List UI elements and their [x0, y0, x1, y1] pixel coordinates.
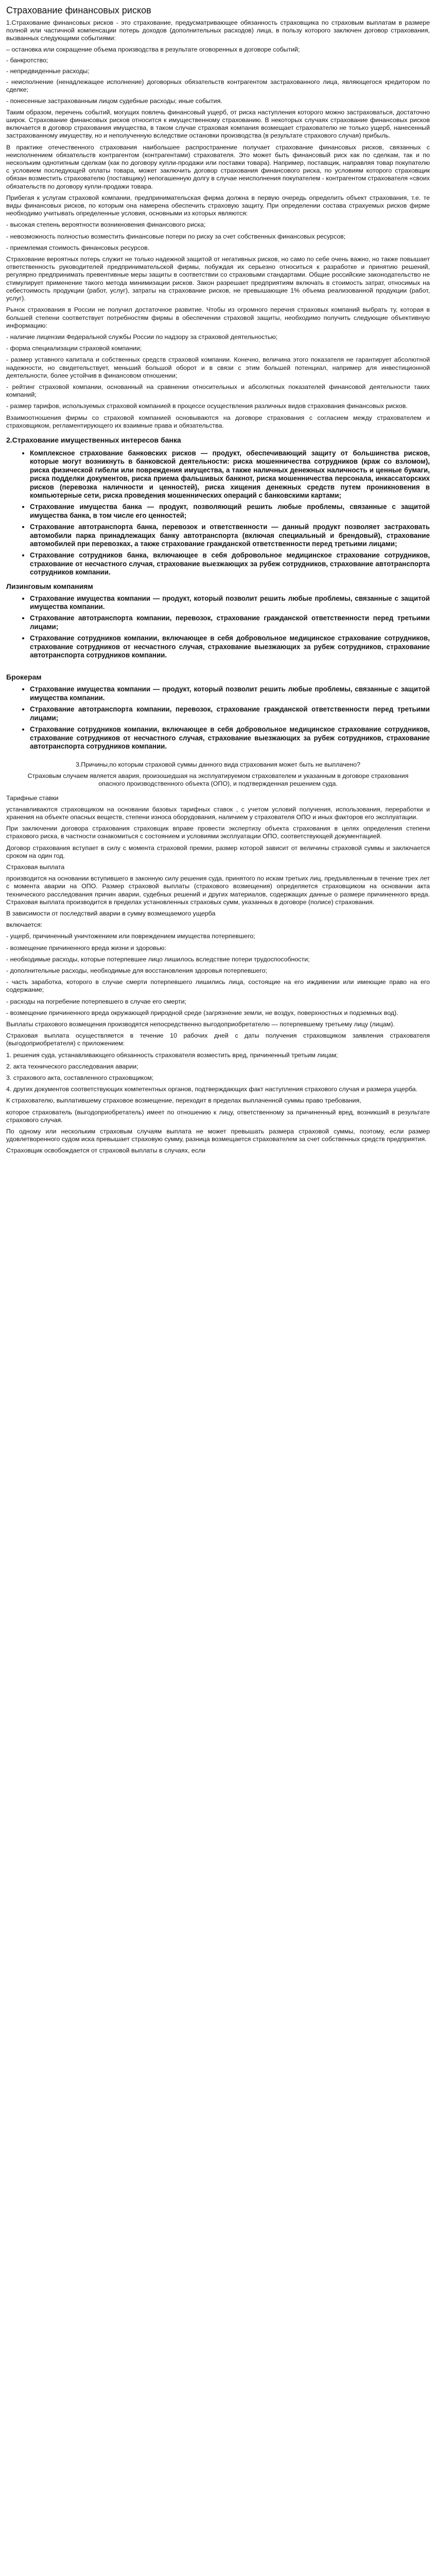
paragraph: - возмещение причиненного вреда окружающей природной среде (загрязнение земли, не воздух, поверхностных и подземных вод).	[6, 1009, 398, 1016]
paragraph: которое страхователь (выгодоприобретатель) имеет по отношению к лицу, ответственному за причиненный вред, возникший в результате страхового случая.	[6, 1108, 430, 1124]
paragraph: - необходимые расходы, которые потерпевшее лицо лишилось вследствие потери трудоспособности;	[6, 955, 310, 963]
section-2-heading: 2.Страхование имущественных интересов банка	[6, 435, 181, 444]
paragraph: - ущерб, причиненный уничтожением или повреждением имущества потерпевшего;	[6, 933, 255, 940]
paragraph: К страхователю, выплатившему страховое возмещение, переходит в пределах выплаченной суммы право требования,	[6, 1097, 361, 1105]
section-3-question	[27, 761, 409, 788]
spacer	[6, 663, 430, 668]
paragraph: - форма специализации страховой компании;	[6, 345, 142, 352]
intro-item: - неисполнение (ненадлежащее исполнение) договорных обязательств контрагентом застрахованного лица, являющегося кредитором по сделке;	[6, 78, 430, 94]
paragraph: - невозможность полностью возместить финансовые потери по риску за счет собственных финансовых ресурсов;	[6, 232, 346, 240]
list-item: • Страхование имущества банка — продукт, позволяющий решить любые проблемы, связанные с защитой имущества банка, в том числе его ценностей;	[30, 503, 430, 520]
leasing-heading: Лизинговым компаниям	[6, 582, 93, 590]
intro-paragraph: 1.Страхование финансовых рисков - это страхование, предусматривающее обязанность страховщика по страховым выплатам в размере полной или частичной компенсации потерь доходов (дополнительных расходов) лица, в пользу которого заключен договор страхования, вызванных следующими событиями:	[6, 19, 430, 42]
broker-products-list	[6, 685, 430, 751]
question-title: 3.Причины,по которым страховой суммы данного вида страхования может быть не выплачено?	[75, 761, 361, 769]
paragraph: включается:	[6, 921, 43, 929]
question-answer: Страховым случаем является авария, произошедшая на эксплуатируемом страхователем и указанным в договоре страхования опасного производственного объекта (ОПО), и подтвержденная решением суда.	[27, 772, 409, 788]
paragraph: - размер тарифов, используемых страховой компанией в процессе осуществления различных видов страхования финансовых рисков.	[6, 402, 408, 410]
bank-products-list	[6, 449, 430, 577]
paragraph: - дополнительные расходы, необходимые для восстановления здоровья потерпевшего;	[6, 967, 267, 974]
paragraph: 2. акта технического расследования аварии;	[6, 1062, 138, 1070]
paragraph: - рейтинг страховой компании, основанный на сравнении относительных и абсолютных показателей финансовой деятельности таких компаний;	[6, 383, 430, 399]
paragraph: - часть заработка, которого в случае смерти потерпевшего лишились лица, состоящие на его иждивении или имеющие право на его содержание;	[6, 978, 430, 994]
list-item: • Страхование имущества компании — продукт, который позволит решить любые проблемы, связанные с защитой имущества компании.	[30, 685, 430, 702]
paragraph: - наличие лицензии Федеральной службы России по надзору за страховой деятельностью;	[6, 333, 278, 341]
leasing-products-list	[6, 595, 430, 660]
paragraph: При заключении договора страхования страховщик вправе провести экспертизу объекта страхования в целях определения степени страхового риска, в частности ознакомиться с состоянием и условиями эксплуатации ОПО, соответствующей документацией.	[6, 825, 430, 840]
intro-block	[6, 19, 430, 105]
paragraph: 1. решения суда, устанавливающего обязанность страхователя возместить вред, причиненный третьим лицам;	[6, 1051, 338, 1059]
paragraph: Договор страхования вступает в силу с момента страховой премии, размер которой зависит от величины страховой суммы и заключается сроком на один год.	[6, 844, 430, 859]
paragraph: - размер уставного капитала и собственных средств страховой компании. Конечно, величина этого показателя не гарантирует абсолютной надежности, но свидетельствует, меньший большой оборот и в связи с этим большей потенциал, например для инвестиционной деятельности, более устойчив в финансовом отношении;	[6, 356, 430, 379]
paragraph: 4. других документов соответствующих компетентных органов, подтверждающих факт наступления страхового случая и размера ущерба.	[6, 1086, 417, 1093]
list-item: • Страхование сотрудников компании, включающее в себя добровольное медицинское страхование сотрудников, страхование сотрудников от несчастного случая, страхование выезжающих за рубеж сотрудников, страхование автотранспорта сотрудников компании.	[30, 725, 430, 751]
section-1-body	[6, 109, 430, 430]
intro-item: - понесенные застрахованным лицом судебные расходы; иные события.	[6, 97, 222, 105]
paragraph: В практике отечественного страхования наибольшее распространение получает страхование финансовых рисков, связанных с неисполнением обязательств контрагентом (контрагентами) страхователя. Это может быть финансовый риск как по сделкам, так и по нескольким однотипным сделкам (как по договору купли-продажи или поставки товара). Например, поставщик, направляя товар покупателю с условием последующей оплаты товара, может заключить договор страхования финансового риска, по условиям которого страховщик обязан возместить страхователю (поставщику) непогашенную долгу в случае неисполнения покупателем - контрагентом страхователя «своих обязательств по договору купли-продажи товара.	[6, 143, 430, 190]
broker-heading: Брокерам	[6, 673, 42, 682]
document	[0, 0, 436, 1163]
list-item: • Комплексное страхование банковских рисков — продукт, обеспечивающий защиту от большинства рисков, которые могут возникнуть в банковской деятельности: риска мошенничества сотрудников (краж со взломом), риска физической гибели или повреждения имущества, а также наличных денежных наличность и ценные бумаги, риска подделки документов, риска приема фальшивых банкнот, риска мошенничества персонала, инкассаторских рисков (перевозка наличности и ценностей), риска хищения денежных средств путем проникновения в компьютерные сети, риска проведения мошеннических операций с банковскими картами;	[30, 449, 430, 500]
paragraph: Страховая выплата	[6, 863, 65, 871]
paragraph: Выплаты страхового возмещения производятся непосредственно выгодоприобретателю — потерпевшему третьему лицу (лицам).	[6, 1021, 395, 1028]
paragraph: Страховщик освобождается от страховой выплаты в случаях, если	[6, 1147, 206, 1155]
list-item: • Страхование имущества компании — продукт, который позволит решить любые проблемы, связанные с защитой имущества компании.	[30, 595, 430, 612]
paragraph: - приемлемая стоимость финансовых ресурсов.	[6, 244, 150, 251]
paragraph: - высокая степень вероятности возникновения финансового риска;	[6, 221, 206, 229]
list-item: • Страхование сотрудников банка, включающее в себя добровольное медицинское страхование сотрудников, страхование от несчастного случая, страхование выезжающих за рубеж сотрудников, страхование автотранспорта сотрудников компании.	[30, 551, 430, 577]
paragraph: Таким образом, перечень событий, могущих повлечь финансовый ущерб, от риска наступления которого можно застраховаться, достаточно широк. Страхование финансовых рисков относится к имущественному страхованию. В некоторых случаях страхование финансовых рисков включается в договор страхования имущества, в таком случае страховая компания возмещает страхователю не только ущерб, нанесенный застрахованному имуществу, но и неполученную вследствие остановки производства (в результате страхового случая) прибыль.	[6, 108, 430, 140]
paragraph: Страхование вероятных потерь служит не только надежной защитой от негативных рисков, но само по себе очень важно, но также повышает ответственность руководителей предпринимательской фирмы, побуждая их серьезно относиться к разработке и принятию решений, регулярно предпринимать превентивные меры защиты в соответствии со страховыми стандартами. Общие российские законодательство не стимулирует применение такого метода минимизации рисков. Закон разрешает предприятиям включать в стоимость затрат, относимых на себестоимость продукции (работ, услуг), затраты на страхование рисков, не превышающие 1% объема реализованной продукции (работ, услуг).	[6, 256, 430, 302]
paragraph: Прибегая к услугам страховой компании, предпринимательская фирма должна в первую очередь определить объект страхования, т.е. те виды финансовых рисков, по которым она намерена обеспечить страховую защиту. При определении состава страхуемых рисков фирме необходимо учитывать определенные условия, основными из которых являются:	[6, 194, 430, 217]
paragraph: - расходы на погребение потерпевшего в случае его смерти;	[6, 997, 186, 1005]
list-item: • Страхование автотранспорта банка, перевозок и ответственности — данный продукт позволяет застраховать автомобили парка принадлежащих банку автотранспорта (включая специальный и брендовый), страхование автомобилей при перевозках, а также страхование гражданской ответственности перед третьими лицами;	[30, 523, 430, 548]
intro-item: – остановка или сокращение объема производства в результате оговоренных в договоре событий;	[6, 45, 300, 53]
list-item: • Страхование сотрудников компании, включающее в себя добровольное медицинское страхование сотрудников, страхование сотрудников от несчастного случая, страхование выезжающих за рубеж сотрудников, страхование автотранспорта сотрудников компании.	[30, 634, 430, 659]
paragraph: производится на основании вступившего в законную силу решения суда, принятого по искам третьих лиц, предъявленным в течение трех лет с момента аварии на ОПО. Размер страховой выплаты (страхового возмещения) определяется страховщиком на основании акта технического расследования причин аварии, судебных решений и других материалов, содержащих данные о размере причиненного вреда. Страховая выплата производится в пределах установленных страховых сумм, указанных в договоре (полисе) страхования.	[6, 875, 430, 906]
paragraph: Страховая выплата осуществляется в течение 10 рабочих дней с даты получения страховщиком заявления страхователя (выгодоприобретателя) с приложением:	[6, 1032, 430, 1047]
paragraph: устанавливаются страховщиком на основании базовых тарифных ставок , с учетом условий получения, использования, переработки и хранения на объекте опасных веществ, степени износа оборудования, наличием у страхователя ОПО и иных факторов его эксплуатации.	[6, 805, 430, 821]
paragraph: - возмещение причиненного вреда жизни и здоровью:	[6, 944, 166, 952]
paragraph: Рынок страхования в России не получил достаточное развитие. Чтобы из огромного перечня страховых компаний выбрать ту, которая в большей степени соответствует потребностям фирмы в обеспечении страховой защиты, необходимо получить следующие объективную информацию:	[6, 306, 430, 329]
paragraph: По одному или нескольким страховым случаям выплата не может превышать размера страховой суммы, поэтому, если размер удовлетворенного судом иска превышает страховую сумму, разница возмещается страхователем за счет собственных средств предприятия.	[6, 1128, 430, 1143]
section-3-body	[6, 794, 430, 1155]
intro-item: - банкротство;	[6, 56, 48, 64]
paragraph: Тарифные ставки	[6, 794, 59, 802]
intro-item: - непредвиденные расходы;	[6, 67, 90, 75]
page-title: Страхование финансовых рисков	[6, 5, 151, 15]
list-item: • Страхование автотранспорта компании, перевозок, страхование гражданской ответственности перед третьими лицами;	[30, 614, 430, 631]
paragraph: Взаимоотношения фирмы со страховой компанией основываются на договоре страхования с согласием между страхователем и страховщиком, регламентирующего их взаимные права и обязательства.	[6, 414, 430, 429]
paragraph: В зависимости от последствий аварии в сумму возмещаемого ущерба	[6, 909, 216, 917]
list-item: • Страхование автотранспорта компании, перевозок, страхование гражданской ответственности перед третьими лицами;	[30, 705, 430, 722]
paragraph: 3. страхового акта, составленного страховщиком;	[6, 1074, 154, 1082]
